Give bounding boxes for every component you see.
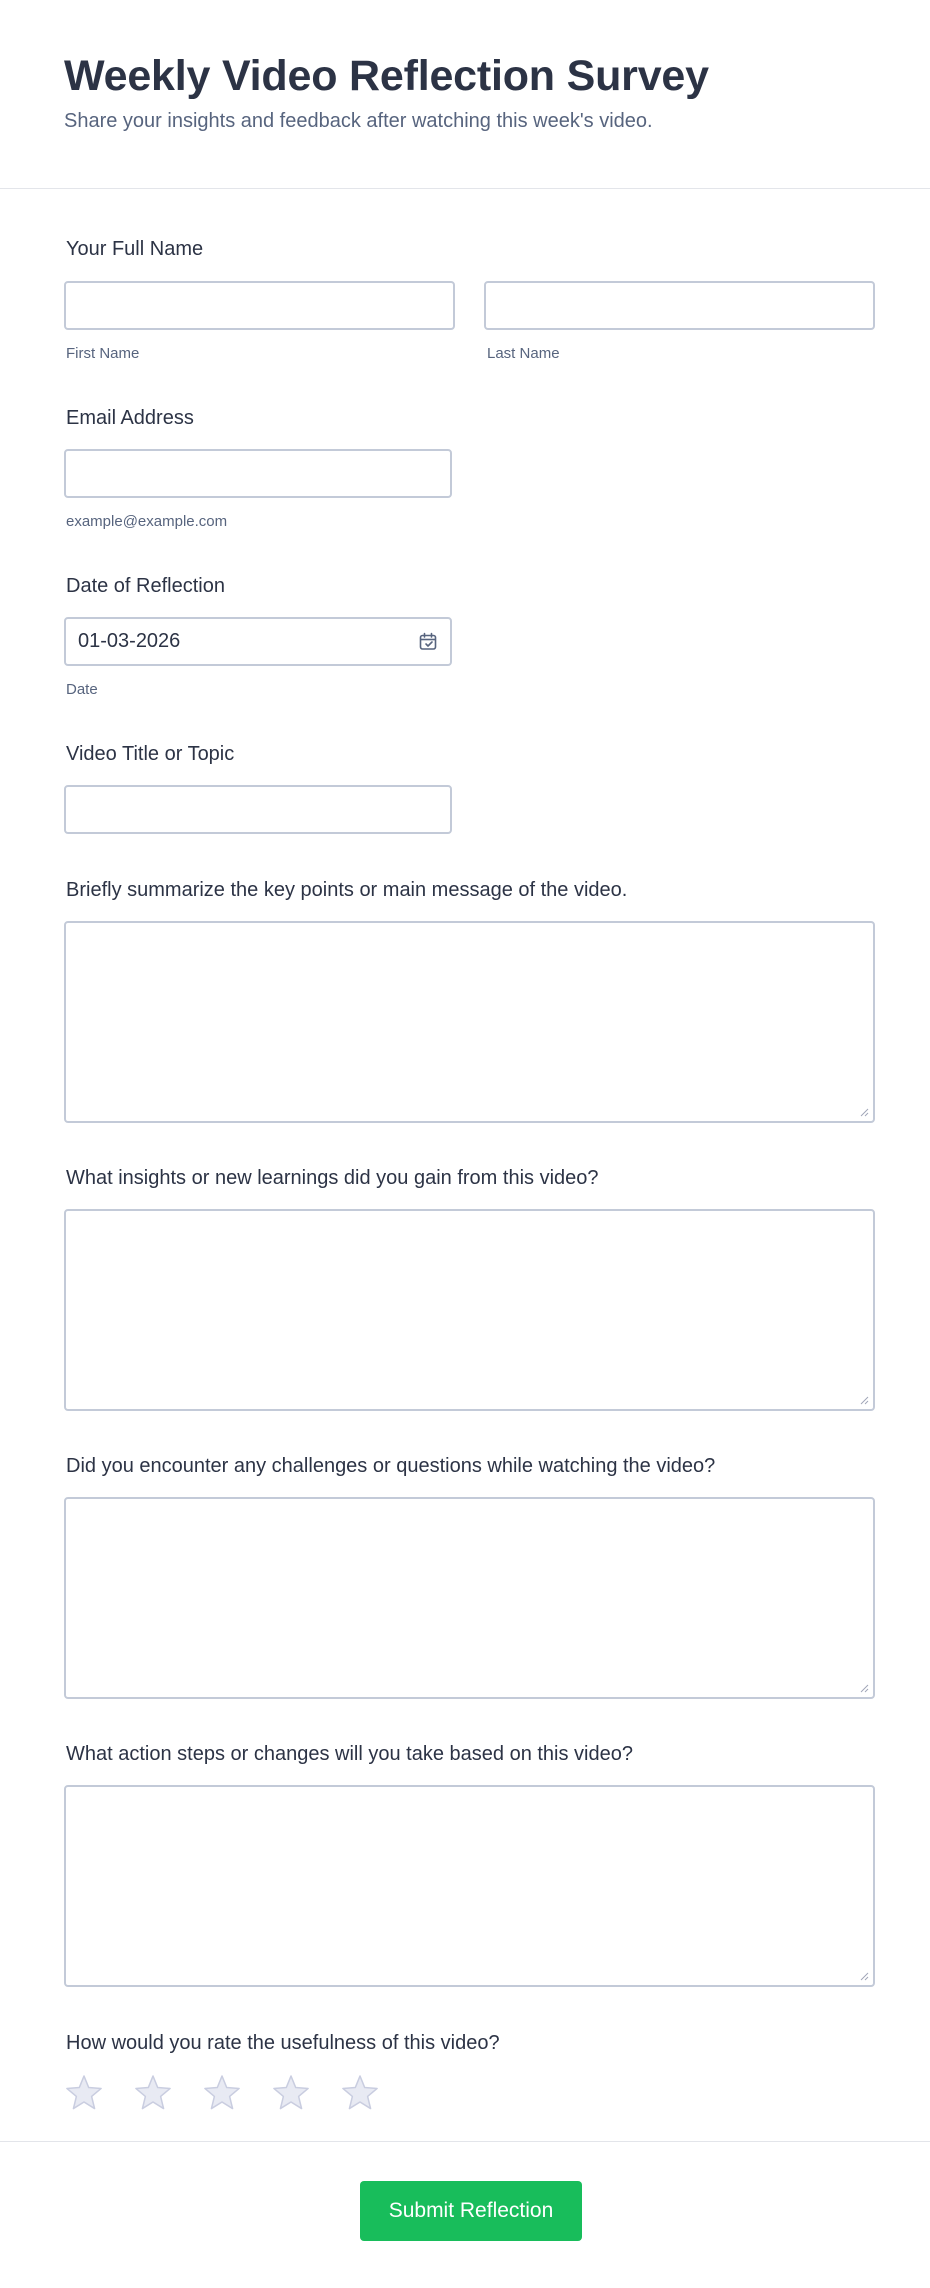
resize-grip-icon[interactable] [859,1971,869,1981]
submit-button[interactable]: Submit Reflection [360,2181,582,2241]
form-header [0,0,930,189]
email-input[interactable] [64,449,452,498]
first-name-sublabel: First Name [66,345,140,362]
form-footer [0,2141,930,2288]
rating-label: How would you rate the usefulness of this video? [66,2032,500,2054]
resize-grip-icon[interactable] [859,1683,869,1693]
first-name-input[interactable] [64,281,455,330]
date-value: 01-03-2026 [78,630,181,652]
star-icon-3[interactable] [202,2073,242,2113]
video-title-input[interactable] [64,785,452,834]
date-label: Date of Reflection [66,575,225,597]
resize-grip-icon[interactable] [859,1395,869,1405]
action-steps-textarea[interactable] [64,1785,875,1987]
challenges-label: Did you encounter any challenges or questions while watching the video? [66,1455,716,1477]
date-sublabel: Date [66,681,98,698]
star-icon-5[interactable] [340,2073,380,2113]
challenges-textarea[interactable] [64,1497,875,1699]
form-subtitle: Share your insights and feedback after watching this week's video. [64,110,653,132]
action-steps-label: What action steps or changes will you take based on this video? [66,1743,633,1765]
insights-label: What insights or new learnings did you gain from this video? [66,1167,599,1189]
video-title-label: Video Title or Topic [66,743,235,765]
star-icon-1[interactable] [64,2073,104,2113]
summary-textarea[interactable] [64,921,875,1123]
date-input[interactable] [64,617,452,666]
star-icon-4[interactable] [271,2073,311,2113]
last-name-sublabel: Last Name [487,345,560,362]
resize-grip-icon[interactable] [859,1107,869,1117]
last-name-input[interactable] [484,281,875,330]
form-title: Weekly Video Reflection Survey [64,52,709,100]
star-icon-2[interactable] [133,2073,173,2113]
email-sublabel: example@example.com [66,513,228,530]
email-label: Email Address [66,407,194,429]
full-name-label: Your Full Name [66,238,204,260]
insights-textarea[interactable] [64,1209,875,1411]
summary-label: Briefly summarize the key points or main message of the video. [66,879,628,901]
calendar-icon[interactable] [418,632,438,652]
